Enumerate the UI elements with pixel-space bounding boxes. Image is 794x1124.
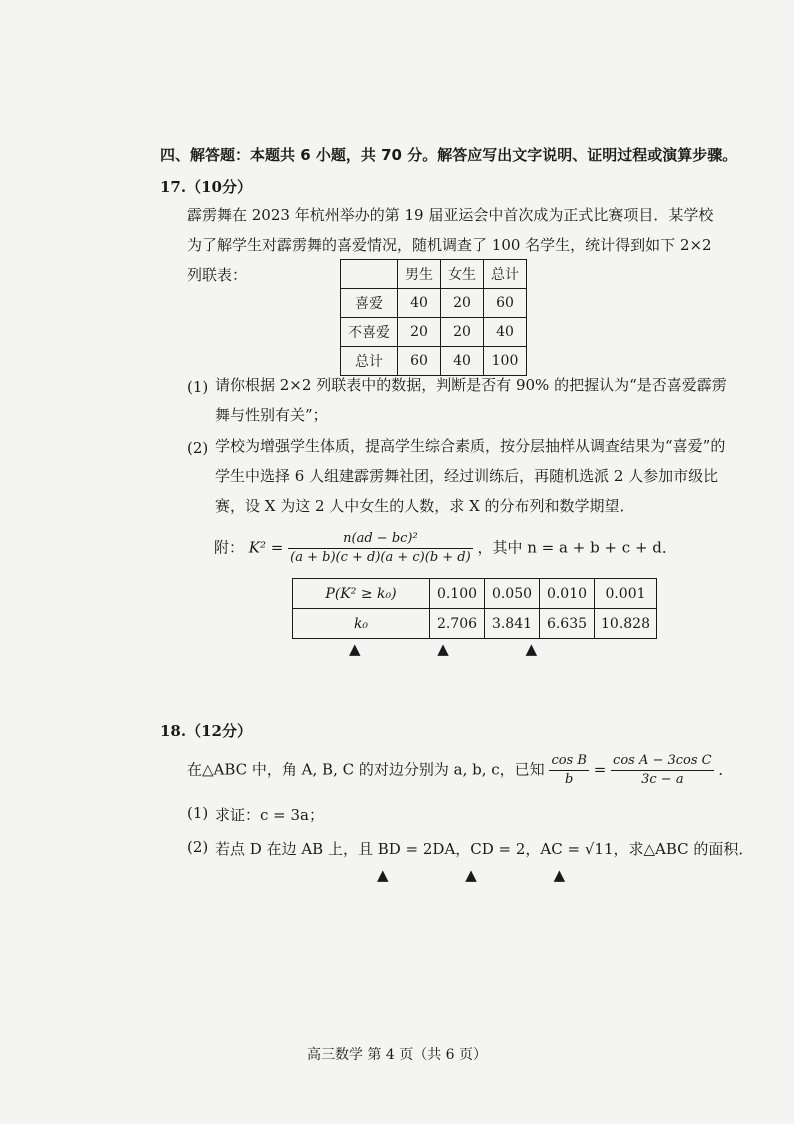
part-2-label: (2) xyxy=(187,439,209,457)
table-cell: 0.010 xyxy=(540,579,595,609)
fraction-numerator: cos B xyxy=(549,752,588,771)
k-squared-fraction xyxy=(288,530,473,567)
table-cell: 0.100 xyxy=(430,579,485,609)
table-cell: 0.050 xyxy=(485,579,540,609)
section-title: 四、解答题：本题共 6 小题，共 70 分。解答应写出文字说明、证明过程或演算步骤。 xyxy=(160,146,738,164)
table-cell: 6.635 xyxy=(540,609,595,639)
intro-text: 在△ABC 中，角 A, B, C 的对边分别为 a, b, c，已知 xyxy=(187,760,545,779)
fraction-numerator: n(ad − bc)² xyxy=(288,530,473,549)
contingency-table xyxy=(340,259,527,376)
question-17-intro: 霹雳舞在 2023 年杭州举办的第 19 届亚运会中首次成为正式比赛项目．某学校为了解学生对霹雳舞的喜爱情况，随机调查了 100 名学生，统计得到如下 2×2 列联表： xyxy=(187,206,714,284)
table-cell: 总计 xyxy=(341,347,398,376)
formula-lhs: K² = xyxy=(248,538,284,557)
table-cell: 总计 xyxy=(484,260,527,289)
fraction-numerator: cos A − 3cos C xyxy=(611,752,714,771)
table-cell: 60 xyxy=(484,289,527,318)
question-17-part-1: 请你根据 2×2 列联表中的数据，判断是否有 90% 的把握认为“是否喜爱霹雳舞与性别有关”； xyxy=(215,376,727,424)
table-cell: 男生 xyxy=(398,260,441,289)
table-cell: 100 xyxy=(484,347,527,376)
page-footer: 高三数学 第 4 页（共 6 页） xyxy=(306,1047,488,1063)
table-cell: k₀ xyxy=(293,609,430,639)
table-cell xyxy=(341,260,398,289)
critical-value-table xyxy=(292,578,657,639)
table-row xyxy=(341,318,527,347)
question-17-part-2: 学校为增强学生体质，提高学生综合素质，按分层抽样从调查结果为“喜爱”的学生中选择 6 人组建霹雳舞社团，经过训练后，再随机选派 2 人参加市级比赛，设 X 为这 2 人中女生的人数，求 X 的分布列和数学期望． xyxy=(215,437,726,515)
table-cell: 不喜爱 xyxy=(341,318,398,347)
table-row xyxy=(293,609,657,639)
part-2-label: (2) xyxy=(187,838,209,856)
fraction-denominator: 3c − a xyxy=(641,772,684,787)
table-cell: 女生 xyxy=(441,260,484,289)
table-header-row xyxy=(341,260,527,289)
fraction-denominator: b xyxy=(565,772,574,787)
intro-end: ． xyxy=(718,760,734,779)
table-cell: 40 xyxy=(398,289,441,318)
question-18-heading: 18.（12分） xyxy=(160,722,252,740)
table-cell: 2.706 xyxy=(430,609,485,639)
table-row xyxy=(293,579,657,609)
part-1-label: (1) xyxy=(187,378,209,396)
question-17-heading: 17.（10分） xyxy=(160,178,252,196)
formula-prefix: 附： xyxy=(214,538,245,557)
question-18-intro xyxy=(187,752,733,789)
table-cell: 喜爱 xyxy=(341,289,398,318)
answer-markers: ▲ ▲ ▲ xyxy=(377,866,602,884)
table-cell: 0.001 xyxy=(595,579,657,609)
table-cell: 20 xyxy=(441,289,484,318)
question-18-part-2: 若点 D 在边 AB 上，且 BD = 2DA，CD = 2，AC = √11，求△ABC 的面积． xyxy=(215,840,754,858)
cos-ac-fraction xyxy=(611,752,714,789)
cos-b-fraction xyxy=(549,752,588,789)
table-cell: 40 xyxy=(441,347,484,376)
table-row xyxy=(341,289,527,318)
answer-markers: ▲ ▲ ▲ xyxy=(349,640,574,658)
table-cell: 60 xyxy=(398,347,441,376)
fraction-denominator: (a + b)(c + d)(a + c)(b + d) xyxy=(290,550,471,565)
table-cell: 3.841 xyxy=(485,609,540,639)
formula-suffix: ，其中 n = a + b + c + d． xyxy=(477,538,677,557)
table-cell: 40 xyxy=(484,318,527,347)
table-cell: 20 xyxy=(398,318,441,347)
formula-block xyxy=(214,530,677,567)
table-cell: 10.828 xyxy=(595,609,657,639)
equals-sign: = xyxy=(593,760,607,779)
table-cell: 20 xyxy=(441,318,484,347)
question-18-part-1: 求证：c = 3a； xyxy=(215,806,324,824)
table-cell: P(K² ≥ k₀) xyxy=(293,579,430,609)
part-1-label: (1) xyxy=(187,804,209,822)
